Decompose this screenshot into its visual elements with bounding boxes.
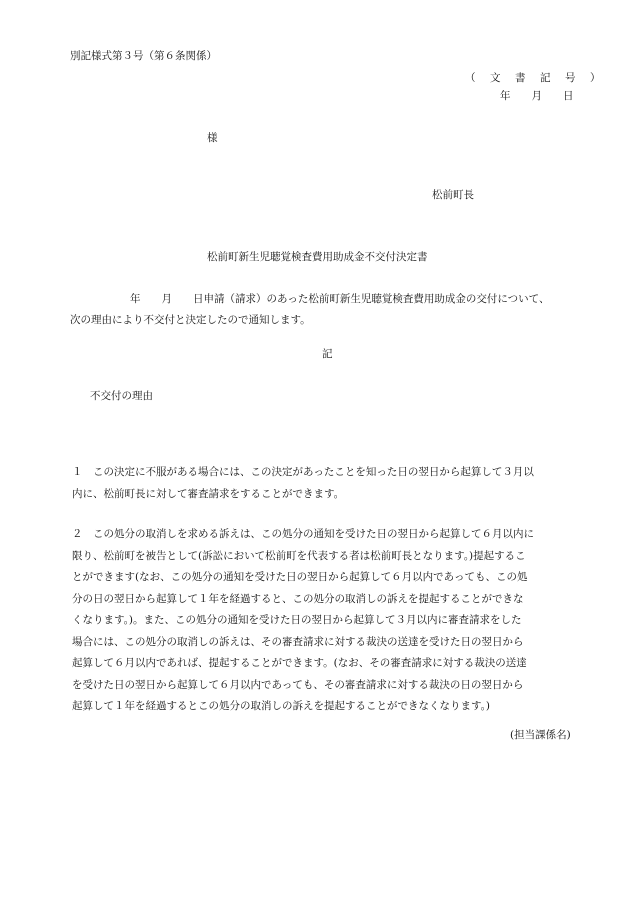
note-2-line-7: 起算して６月以内であれば、提起することができます。(なお、その審査請求に対する裁決の送達 (72, 657, 527, 669)
document-title: 松前町新生児聴覚検査費用助成金不交付決定書 (207, 251, 428, 263)
note-2-line-3: とができます(なお、この処分の通知を受けた日の翌日から起算して６月以内であっても、この処 (72, 571, 528, 583)
body-line-2: 次の理由により不交付と決定したので通知します。 (70, 314, 311, 326)
contact-department: (担当課係名) (510, 729, 571, 741)
date-line: 年 月 日 (500, 90, 574, 102)
note-1 (72, 462, 588, 505)
note-2-line-5: くなります。)。また、この処分の通知を受けた日の翌日から起算して３月以内に審査請求をした (72, 614, 522, 626)
note-2-line-1: ２ この処分の取消しを求める訴えは、この処分の通知を受けた日の翌日から起算して６月以内に (72, 528, 534, 540)
document-number: （ 文 書 記 号 ） (465, 72, 603, 84)
body-line-1: 年 月 日申請（請求）のあった松前町新生児聴覚検査費用助成金の交付について、 (130, 293, 550, 305)
form-label: 別記様式第３号（第６条関係） (70, 50, 217, 62)
note-1-line-1: １ この決定に不服がある場合には、この決定があったことを知った日の翌日から起算して３月以 (72, 466, 534, 478)
note-2 (72, 524, 588, 718)
ki-heading: 記 (322, 348, 333, 360)
note-2-line-6: 場合には、この処分の取消しの訴えは、その審査請求に対する裁決の送達を受けた日の翌日から (72, 635, 524, 648)
note-2-line-9: 起算して１年を経過するとこの処分の取消しの訴えを提起することができなくなります。) (72, 700, 491, 712)
note-1-line-2: 内に、松前町長に対して審査請求をすることができます。 (72, 487, 345, 500)
note-2-line-2: 限り、松前町を被告として(訴訟において松前町を代表する者は松前町長となります。)提起するこ (72, 549, 526, 562)
reason-label: 不交付の理由 (90, 390, 153, 402)
issuer-name: 松前町長 (432, 189, 474, 201)
body-paragraph (70, 289, 590, 331)
note-2-line-4: 分の日の翌日から起算して１年を経過すると、この処分の取消しの訴えを提起することができな (72, 592, 524, 605)
recipient-honorific: 様 (207, 132, 218, 144)
note-2-line-8: を受けた日の翌日から起算して６月以内であっても、その審査請求に対する裁決の日の翌日から (72, 678, 524, 691)
